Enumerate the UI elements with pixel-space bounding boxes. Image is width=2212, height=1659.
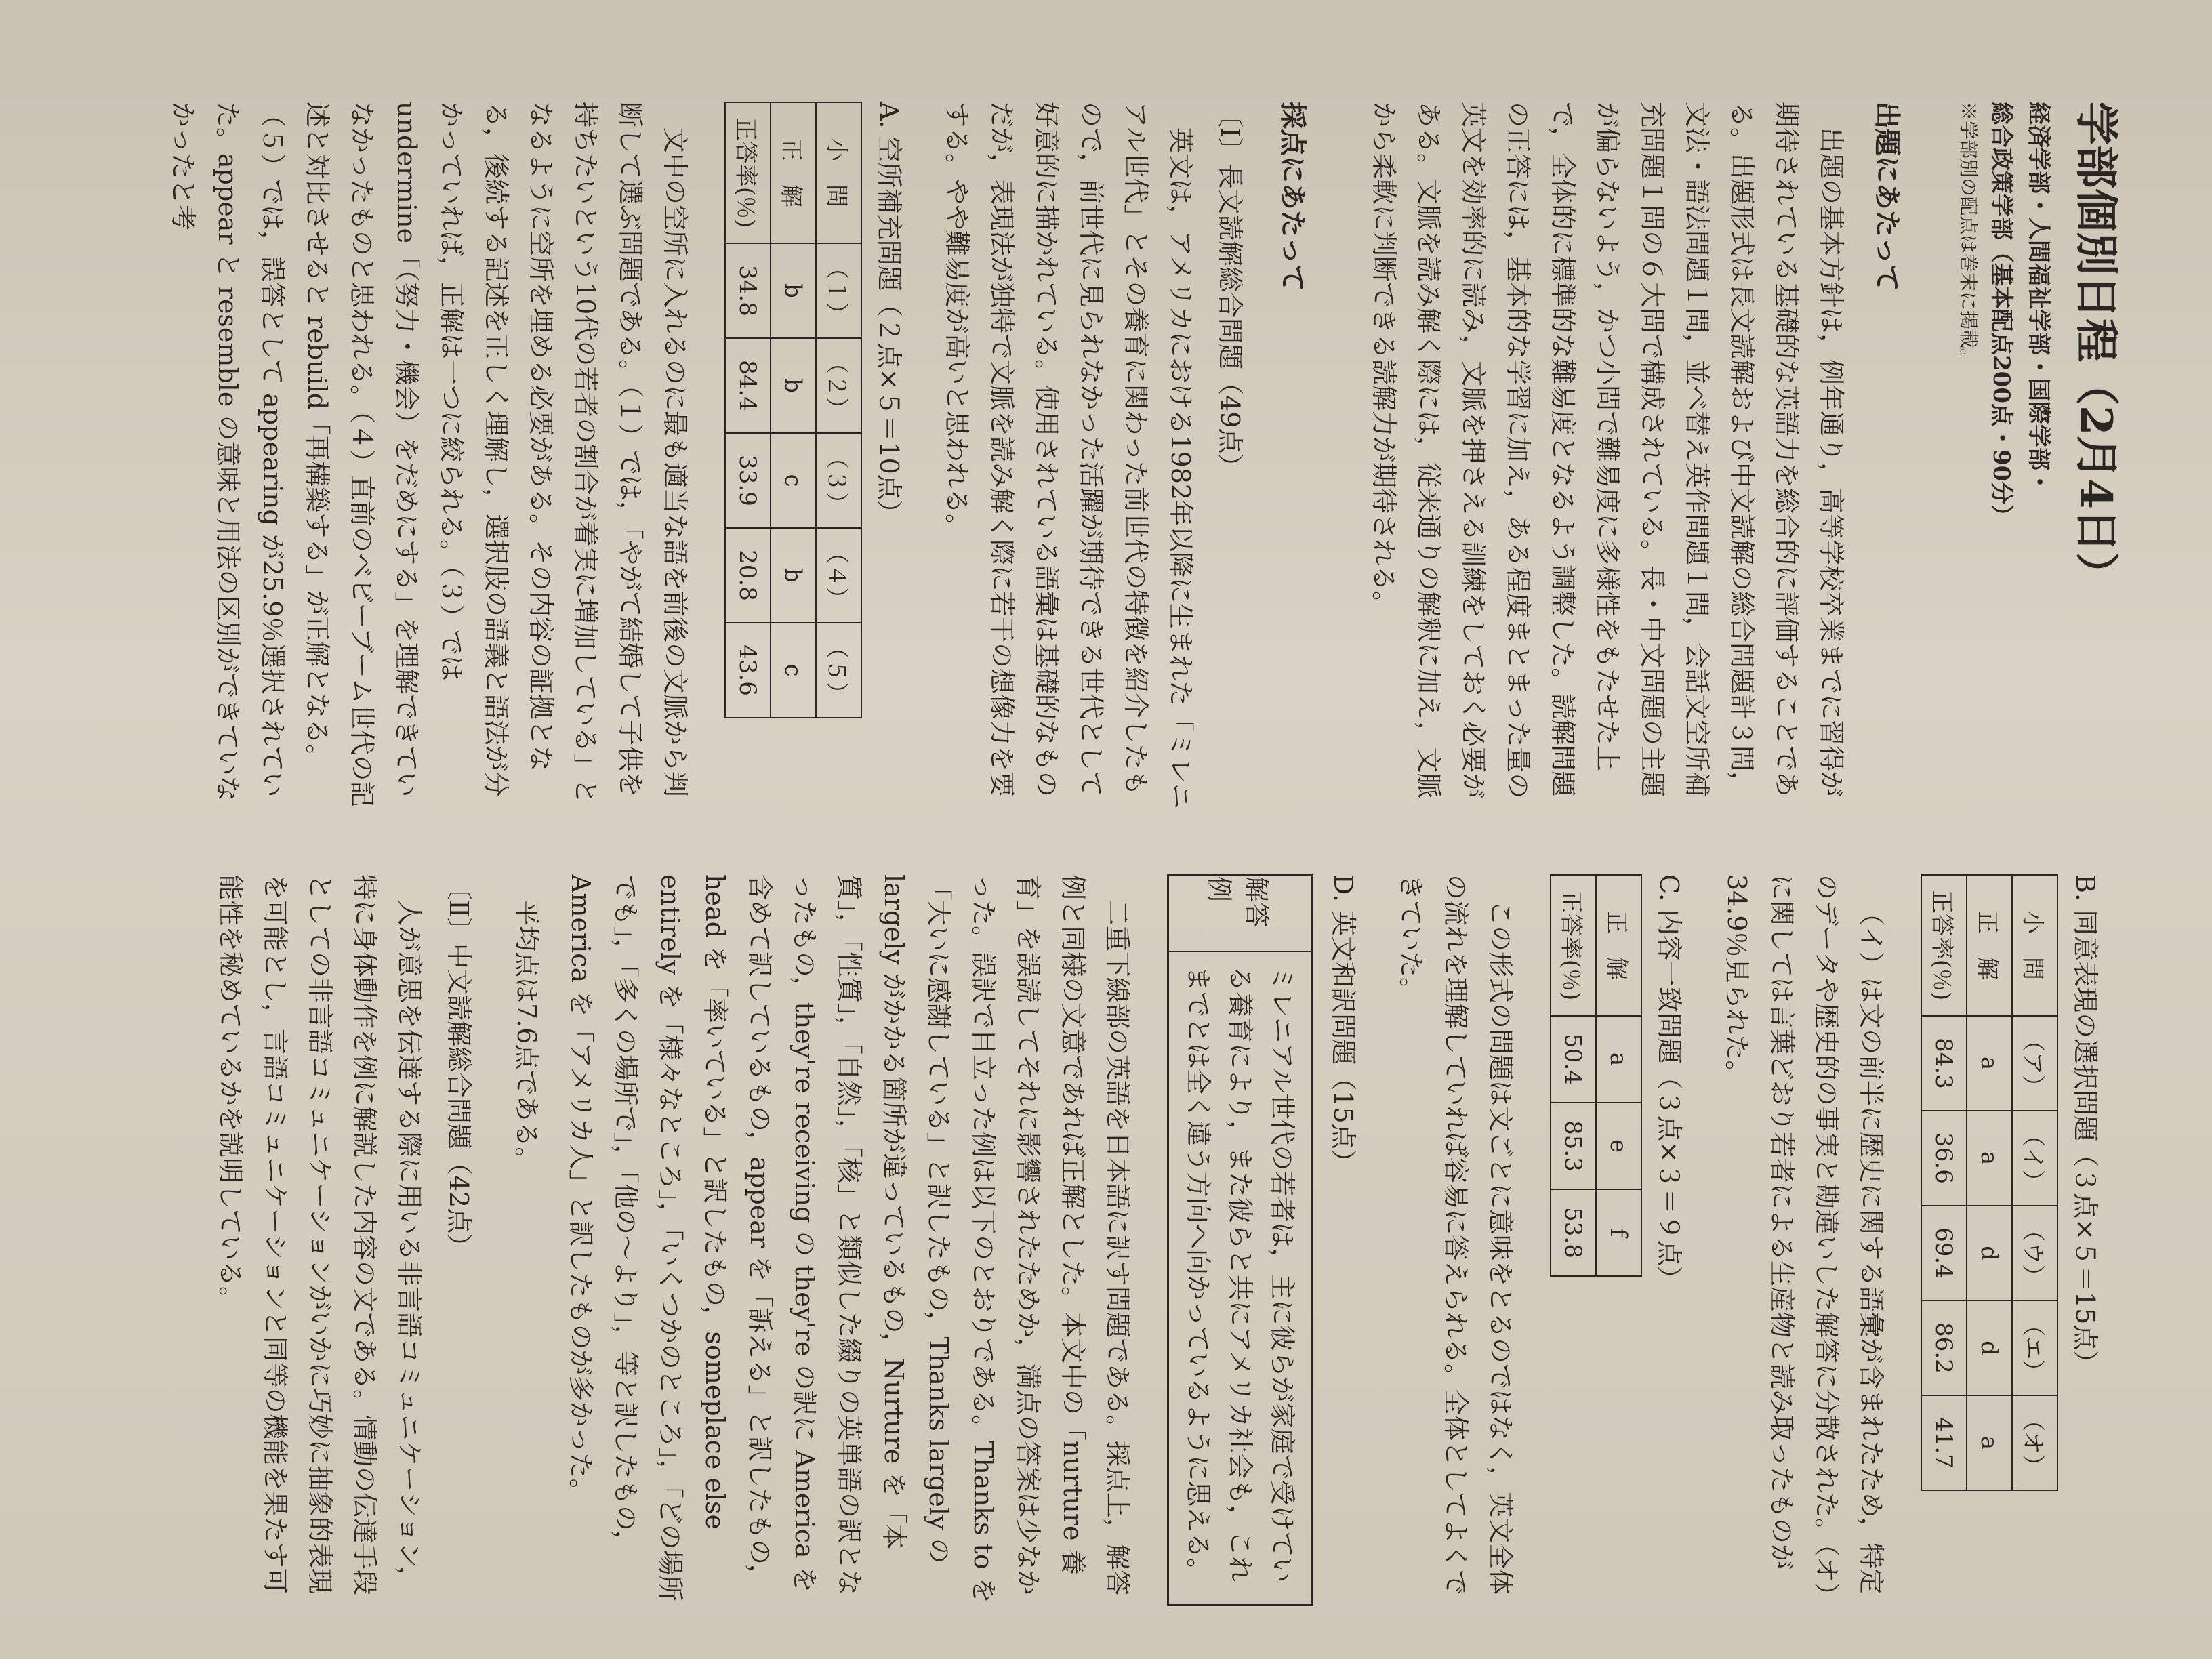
table-cell: 84.3	[1921, 1016, 1967, 1111]
table-cell: a	[1967, 1395, 2012, 1490]
page-title: 学部個別日程（2月4日）	[2070, 102, 2121, 596]
table-row	[1921, 875, 1967, 1490]
table-cell: 86.2	[1921, 1300, 1967, 1395]
table-cell: 50.4	[1551, 1016, 1596, 1103]
left-column	[151, 102, 2131, 820]
section-c-table	[1550, 874, 1642, 1277]
table-cell: （エ）	[2012, 1300, 2057, 1395]
table-cell: b	[771, 528, 816, 623]
table-cell: （５）	[816, 623, 861, 718]
table-cell: 69.4	[1921, 1206, 1967, 1300]
section-b-table	[1921, 874, 2058, 1491]
table-cell: a	[1967, 1111, 2012, 1206]
table-cell: （４）	[816, 528, 861, 623]
model-answer-label: 解答例	[1169, 876, 1311, 952]
table-cell: b	[771, 243, 816, 338]
table-cell: 正 解	[771, 102, 816, 243]
part2-paragraph: 人が意思を伝達する際に用いる非言語コミュニケーション，特に身体動作を例に解説した内容の文である。情動の伝達手段としての非言語コミュニケーションがいかに巧妙に抽象的表現を可能とし，言語コミュニケーションと同等の機能を果たす可能性を秘めているかを説明している。	[216, 874, 424, 1596]
table-cell: 小 問	[816, 102, 861, 243]
table-row	[725, 102, 771, 718]
table-cell: （３）	[816, 433, 861, 528]
model-answer-text: ミレニアル世代の若者は，主に彼らが家庭で受けている養育により，また彼らと共にアメリカ社会も，これまでとは全く違う方向へ向かっているように思える。	[1183, 966, 1297, 1584]
table-cell: c	[771, 623, 816, 718]
table-cell: （１）	[816, 243, 861, 338]
table-cell: 20.8	[725, 528, 771, 623]
table-cell: 正答率(％)	[725, 102, 771, 243]
table-cell: （イ）	[2012, 1111, 2057, 1206]
section-d-paragraph: 二重下線部の英語を日本語に訳す問題である。採点上，解答例と同様の文意であれば正解とした。本文中の「nurture 養育」を誤読してそれに影響されたためか，満点の答案は少なかった。誤訳で目立った例は以下のとおりである。Thanks to を「大いに感謝している」と訳したもの，Thanks largely の largely がかかる箇所が違っているもの，Nurture を「本質」，「性質」，「自然」，「核」と類似した綴りの英単語の訳となったもの，they're receiving の they're の訳に America を含めて訳しているもの，appear を「訴える」と訳したもの，head を「率いている」と訳したもの，someplace else entirely を「様々なところ」，「いくつかのところ」，「どの場所でも」，「多くの場所で」，「他の～より」，等と訳したもの，America を「アメリカ人」と訳したものが多かった。	[566, 874, 1132, 1603]
table-row	[1596, 875, 1641, 1276]
table-cell: 53.8	[1551, 1189, 1596, 1276]
table-cell: 34.8	[725, 243, 771, 338]
section-b-paragraph: （イ）は文の前半に歴史に関する語彙が含まれたため，特定のデータや歴史的の事実と勘違いした解答に分散された。（オ）に関しては言葉どおり若者による生産物と読み取ったものが34.9％見られた。	[1722, 874, 1886, 1596]
intro-heading: 出題にあたって	[1871, 102, 1903, 291]
table-cell: e	[1596, 1103, 1641, 1189]
table-cell: d	[1967, 1300, 2012, 1395]
section-a-paragraph: 文中の空所に入れるのに最も適当な語を前後の文脈から判断して選ぶ問題である。（１）では，「やがて結婚して子供を持ちたいという10代の若者の割合が着実に増加している」となるように空所を埋める必要がある。その内容の証拠となる，後続する記述を正しく理解し，選択肢の語義と語法が分かっていれば，正解は一つに絞られる。（３）では undermine「（努力・機会）をだめにする」を理解できていなかったものと思われる。（４）直前のベビーブーム世代の記述と対比させると rebuild「再構築する」が正解となる。（５）では，誤答として appearing が25.9％選択されていた。appear と resemble の意味と用法の区別ができていなかったと考	[168, 102, 690, 807]
table-cell: （ウ）	[2012, 1206, 2057, 1300]
table-cell: （オ）	[2012, 1395, 2057, 1490]
average-score: 平均点は7.6点である。	[512, 900, 541, 1173]
table-cell: 43.6	[725, 623, 771, 718]
part1-title: 〔Ⅰ〕長文読解総合問題（49点）	[1215, 102, 1245, 480]
table-cell: 33.9	[725, 433, 771, 528]
section-c-title: C. 内容一致問題（３点×３＝９点）	[1654, 874, 1684, 1292]
table-cell: 正 解	[1596, 875, 1641, 1016]
table-cell: 小 問	[2012, 875, 2057, 1016]
score-note: ※学部別の配点は巻末に掲載。	[1957, 102, 1980, 368]
table-cell: a	[1596, 1016, 1641, 1103]
table-cell: 84.4	[725, 338, 771, 433]
table-cell: （２）	[816, 338, 861, 433]
intro-paragraph: 出題の基本方針は，例年通り，高等学校卒業までに習得が期待されている基礎的な英語力を総合的に評価することである。出題形式は長文読解および中文読解の総合問題計３問，文法・語法問題１問，並べ替え英作問題１問，会話文空所補充問題１問の６大問で構成されている。長・中文問題の主題が偏らないよう，かつ小問で難易度に多様性をもたせた上で，全体的に標準的な難易度となるよう調整した。読解問題の正答には，基本的な学習に加え，ある程度まとまった量の英文を効率的に読み，文脈を押さえる訓練をしておく必要がある。文脈を読み解く際には，従来通りの解釈に加え，文脈から柔軟に判断できる読解力が期待される。	[1369, 102, 1846, 799]
table-row	[1551, 875, 1596, 1276]
faculties-line-2: 総合政策学部（基本配点200点・90分）	[1988, 102, 2015, 528]
model-answer-box	[1167, 874, 1313, 1606]
scoring-heading: 採点にあたって	[1277, 102, 1309, 291]
table-row	[816, 102, 861, 718]
table-cell: 正答率(％)	[1551, 875, 1596, 1016]
section-a-table	[724, 102, 862, 718]
table-cell: 41.7	[1921, 1395, 1967, 1490]
right-column	[199, 874, 2131, 1606]
table-row	[2012, 875, 2057, 1490]
table-row	[1967, 875, 2012, 1490]
table-cell: 36.6	[1921, 1111, 1967, 1206]
table-cell: 正答率(％)	[1921, 875, 1967, 1016]
table-cell: 正 解	[1967, 875, 2012, 1016]
table-cell: 85.3	[1551, 1103, 1596, 1189]
table-cell: （ア）	[2012, 1016, 2057, 1111]
table-cell: b	[771, 338, 816, 433]
section-b-title: B. 同意表現の選択問題（３点×５＝15点）	[2070, 874, 2100, 1376]
section-a-title: A. 空所補充問題（２点×５＝10点）	[874, 102, 904, 526]
section-d-title: D. 英文和訳問題（15点）	[1328, 874, 1358, 1175]
section-c-paragraph: この形式の問題は文ごとに意味をとるのではなく，英文全体の流れを理解していれば容易に答えられる。全体としてよくできていた。	[1396, 874, 1515, 1596]
part2-title: 〔Ⅱ〕中文読解総合問題（42点）	[444, 874, 474, 1260]
part1-paragraph: 英文は，アメリカにおける1982年以降に生まれた「ミレニアル世代」とその養育に関わった前世代の特徴を紹介したもので，前世代に見られなかった活躍が期待できる世代として好意的に描かれている。使用されている語彙は基礎的なものだが，表現法が独特で文脈を読み解く際に若干の想像力を要する。やや難易度が高いと思われる。	[942, 102, 1195, 810]
table-cell: c	[771, 433, 816, 528]
faculties-line-1: 経済学部・人間福祉学部・国際学部・	[2025, 102, 2052, 493]
table-cell: f	[1596, 1189, 1641, 1276]
table-row	[771, 102, 816, 718]
table-cell: a	[1967, 1016, 2012, 1111]
table-cell: d	[1967, 1206, 2012, 1300]
